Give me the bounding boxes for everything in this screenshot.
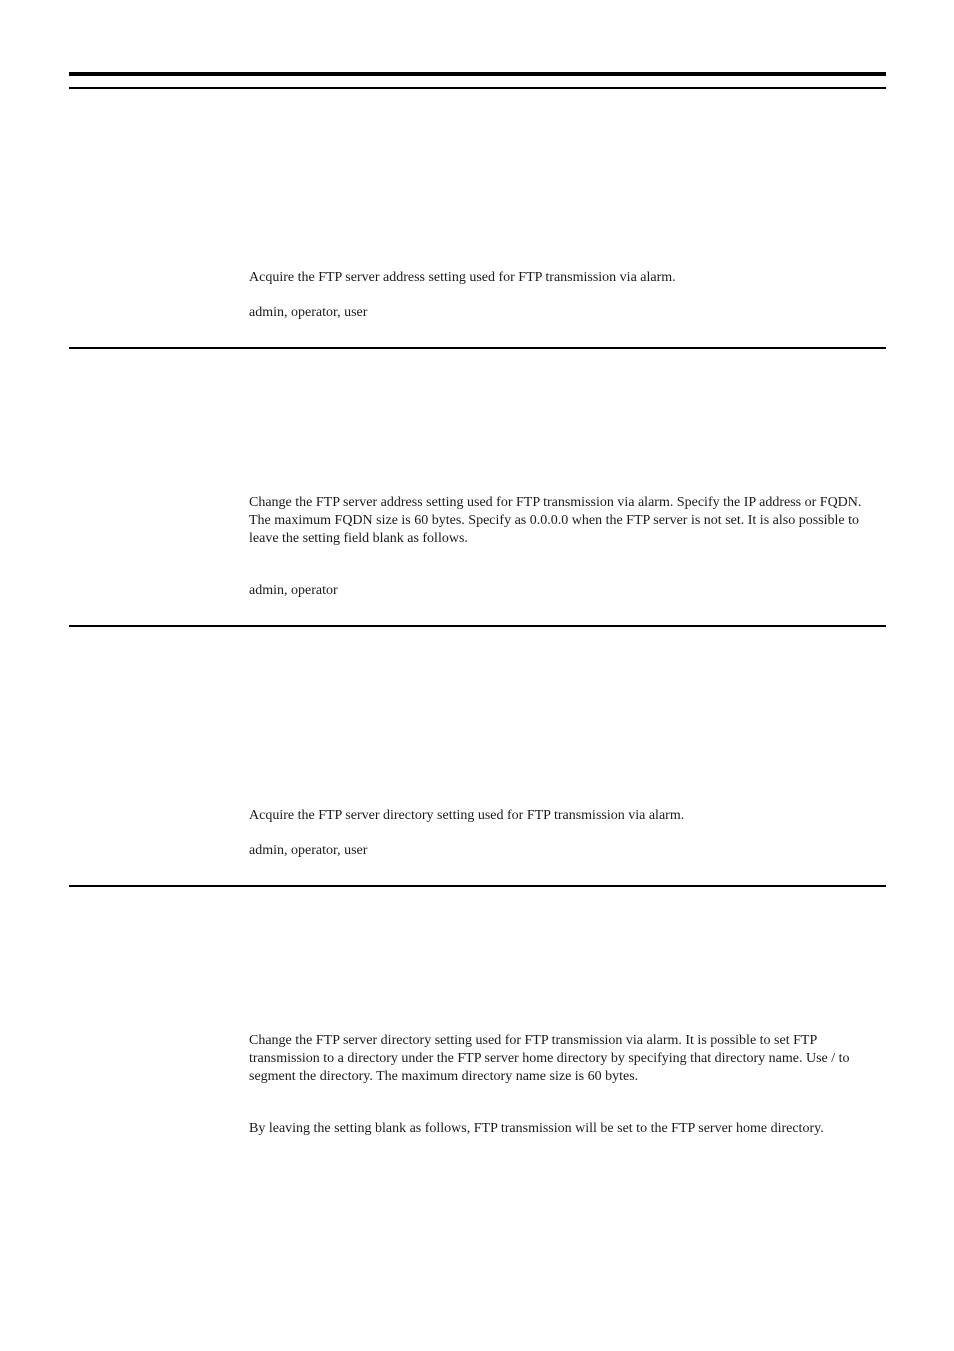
section-divider-3: [69, 885, 886, 887]
section-4-note: By leaving the setting blank as follows, FTP transmission will be set to the FTP server home directory.: [249, 1121, 824, 1136]
section-2-description: Change the FTP server address setting used for FTP transmission via alarm. Specify the IP address or FQDN. The maximum FQDN size is 60 bytes. Specify as 0.0.0.0 when the FTP server is not set. It is also possible to leave the setting field blank as follows.: [249, 495, 862, 546]
section-4-description: Change the FTP server directory setting used for FTP transmission via alarm. It is possible to set FTP transmission to a directory under the FTP server home directory by specifying that directory name. Use / to segment the directory. The maximum directory name size is 60 bytes.: [249, 1033, 850, 1084]
section-3-access: admin, operator, user: [249, 843, 368, 858]
section-2-access: admin, operator: [249, 583, 338, 598]
header-rule-thick: [69, 72, 886, 76]
header-rule-thin: [69, 87, 886, 89]
section-divider-1: [69, 347, 886, 349]
section-1-description: Acquire the FTP server address setting used for FTP transmission via alarm.: [249, 270, 676, 285]
section-3-description: Acquire the FTP server directory setting used for FTP transmission via alarm.: [249, 808, 685, 823]
section-1-access: admin, operator, user: [249, 305, 368, 320]
section-divider-2: [69, 625, 886, 627]
